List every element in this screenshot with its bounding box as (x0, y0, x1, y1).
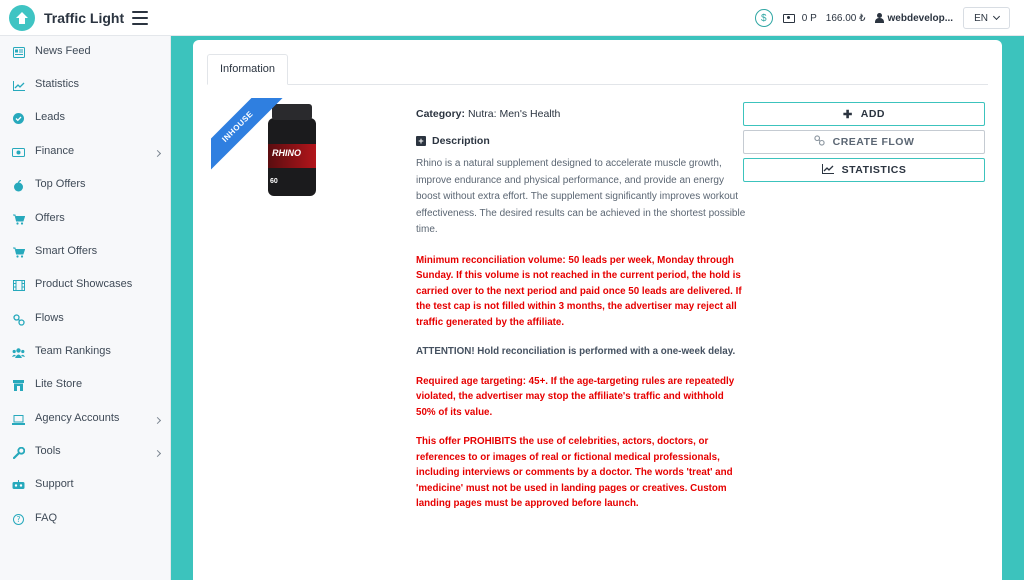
sidebar-item-top-offers[interactable] (0, 173, 171, 199)
sidebar-item-team-rankings[interactable] (0, 340, 171, 366)
chevron-right-icon (154, 450, 161, 457)
sidebar-item-label: Statistics (35, 78, 80, 90)
link-icon (814, 135, 825, 149)
create-flow-button[interactable] (743, 130, 985, 154)
sidebar-item-label: Finance (35, 145, 75, 157)
coins-icon[interactable]: $ (755, 9, 773, 27)
main-content (171, 36, 1024, 580)
apple-icon (12, 179, 25, 192)
statistics-button[interactable] (743, 158, 985, 182)
sidebar-item-leads[interactable] (0, 106, 171, 132)
user-icon (875, 13, 884, 23)
sidebar-item-label: Product Showcases (35, 278, 133, 290)
store-icon (12, 379, 25, 392)
jar-count: 60 (270, 178, 278, 185)
app-title: Traffic Light (44, 10, 125, 26)
plus-square-icon: + (416, 136, 426, 146)
menu-toggle-icon[interactable] (132, 11, 148, 25)
sidebar-item-smart-offers[interactable] (0, 240, 171, 266)
question-icon (12, 513, 25, 526)
create-flow-label: CREATE FLOW (832, 136, 915, 148)
sidebar-item-label: Top Offers (35, 178, 86, 190)
description-text: Rhino is a natural supplement designed to accelerate muscle growth, improve endurance and physical performance, and provide an energy boost without extra effort. The supplement significantly improves workout effectiveness. The desired results can be achieved in the shortest possible time. (416, 158, 746, 235)
cart-icon (12, 213, 25, 226)
category-line (416, 106, 746, 123)
sidebar-item-finance[interactable] (0, 140, 171, 166)
sidebar-item-label: Lite Store (35, 378, 83, 390)
offer-card (193, 40, 1002, 580)
chevron-right-icon (154, 417, 161, 424)
sidebar-item-label: Agency Accounts (35, 412, 120, 424)
inhouse-ribbon: INHOUSE (211, 98, 285, 174)
statistics-label: STATISTICS (841, 164, 907, 176)
sidebar-item-label: Flows (35, 312, 64, 324)
sidebar (0, 36, 171, 580)
add-button[interactable] (743, 102, 985, 126)
sidebar-item-tools[interactable] (0, 440, 171, 466)
category-label: Category: (416, 108, 466, 120)
chevron-right-icon (154, 150, 161, 157)
plus-icon: ✚ (843, 108, 853, 121)
notice-prohibits: This offer PROHIBITS the use of celebrities, actors, doctors, or references to or images of real or fictional medical professionals, including interviews or comments by a doctor. The words 'treat' and 'medicine' must not be used in landing pages or creatives. Custom landing pages must be approved before launch. (416, 436, 733, 509)
tab-bar (207, 54, 988, 85)
add-button-label: ADD (860, 108, 885, 120)
cash-icon (783, 14, 795, 23)
laptop-icon (12, 413, 25, 426)
top-bar (0, 0, 1024, 36)
sidebar-item-label: Support (35, 478, 74, 490)
jar-brand: RHINO (272, 148, 301, 158)
sidebar-item-faq[interactable] (0, 507, 171, 533)
sidebar-item-lite-store[interactable] (0, 373, 171, 399)
sidebar-item-label: News Feed (35, 45, 91, 57)
sidebar-item-offers[interactable] (0, 207, 171, 233)
chevron-down-icon (993, 13, 1000, 20)
sidebar-item-label: FAQ (35, 512, 58, 524)
offer-info (416, 106, 746, 512)
wrench-icon (12, 446, 25, 459)
username[interactable]: webdevelop... (887, 12, 954, 24)
sidebar-item-news-feed[interactable] (0, 40, 171, 66)
sidebar-item-agency-accounts[interactable] (0, 407, 171, 433)
sidebar-item-product-showcases[interactable] (0, 273, 171, 299)
description-heading: Description (432, 134, 490, 147)
language-select[interactable] (963, 7, 1010, 29)
money-icon (12, 146, 25, 159)
logo-icon (9, 5, 35, 31)
sidebar-item-label: Smart Offers (35, 245, 98, 257)
chart-icon (12, 79, 25, 92)
news-icon (12, 46, 25, 59)
cart-icon (12, 246, 25, 259)
film-icon (12, 279, 25, 292)
balance-points: 0 P (801, 12, 817, 24)
category-value: Nutra: Men's Health (467, 108, 561, 120)
top-bar-right (755, 7, 1010, 29)
chart-icon (822, 164, 834, 177)
sidebar-item-label: Leads (35, 111, 65, 123)
product-jar (266, 104, 318, 196)
sidebar-item-label: Team Rankings (35, 345, 111, 357)
check-circle-icon (12, 112, 25, 125)
product-image (211, 98, 321, 208)
sidebar-item-label: Offers (35, 212, 65, 224)
balance-amount: 166.00 ₺ (825, 12, 866, 24)
support-icon (12, 479, 25, 492)
notice-attention: ATTENTION! Hold reconciliation is performed with a one-week delay. (416, 346, 736, 357)
svg-text:?: ? (16, 515, 21, 525)
notice-reconciliation: Minimum reconciliation volume: 50 leads per week, Monday through Sunday. If this volume is not reached in the current period, the hold is carried over to the next period and paid once 50 leads are delivered. If the test cap is not filled within 3 months, the advertiser may reject all traffic generated by the affiliate. (416, 254, 742, 328)
sidebar-item-statistics[interactable] (0, 73, 171, 99)
link-icon (12, 313, 25, 326)
logo[interactable] (9, 5, 124, 31)
language-value: EN (974, 12, 988, 24)
notice-age: Required age targeting: 45+. If the age-targeting rules are repeatedly violated, the advertiser may stop the affiliate's traffic and withhold 50% of its value. (416, 375, 735, 418)
description-toggle[interactable] (416, 133, 746, 150)
sidebar-item-support[interactable] (0, 473, 171, 499)
sidebar-item-label: Tools (35, 445, 61, 457)
team-icon (12, 346, 25, 359)
tab-information[interactable]: Information (207, 54, 288, 85)
sidebar-item-flows[interactable] (0, 307, 171, 333)
